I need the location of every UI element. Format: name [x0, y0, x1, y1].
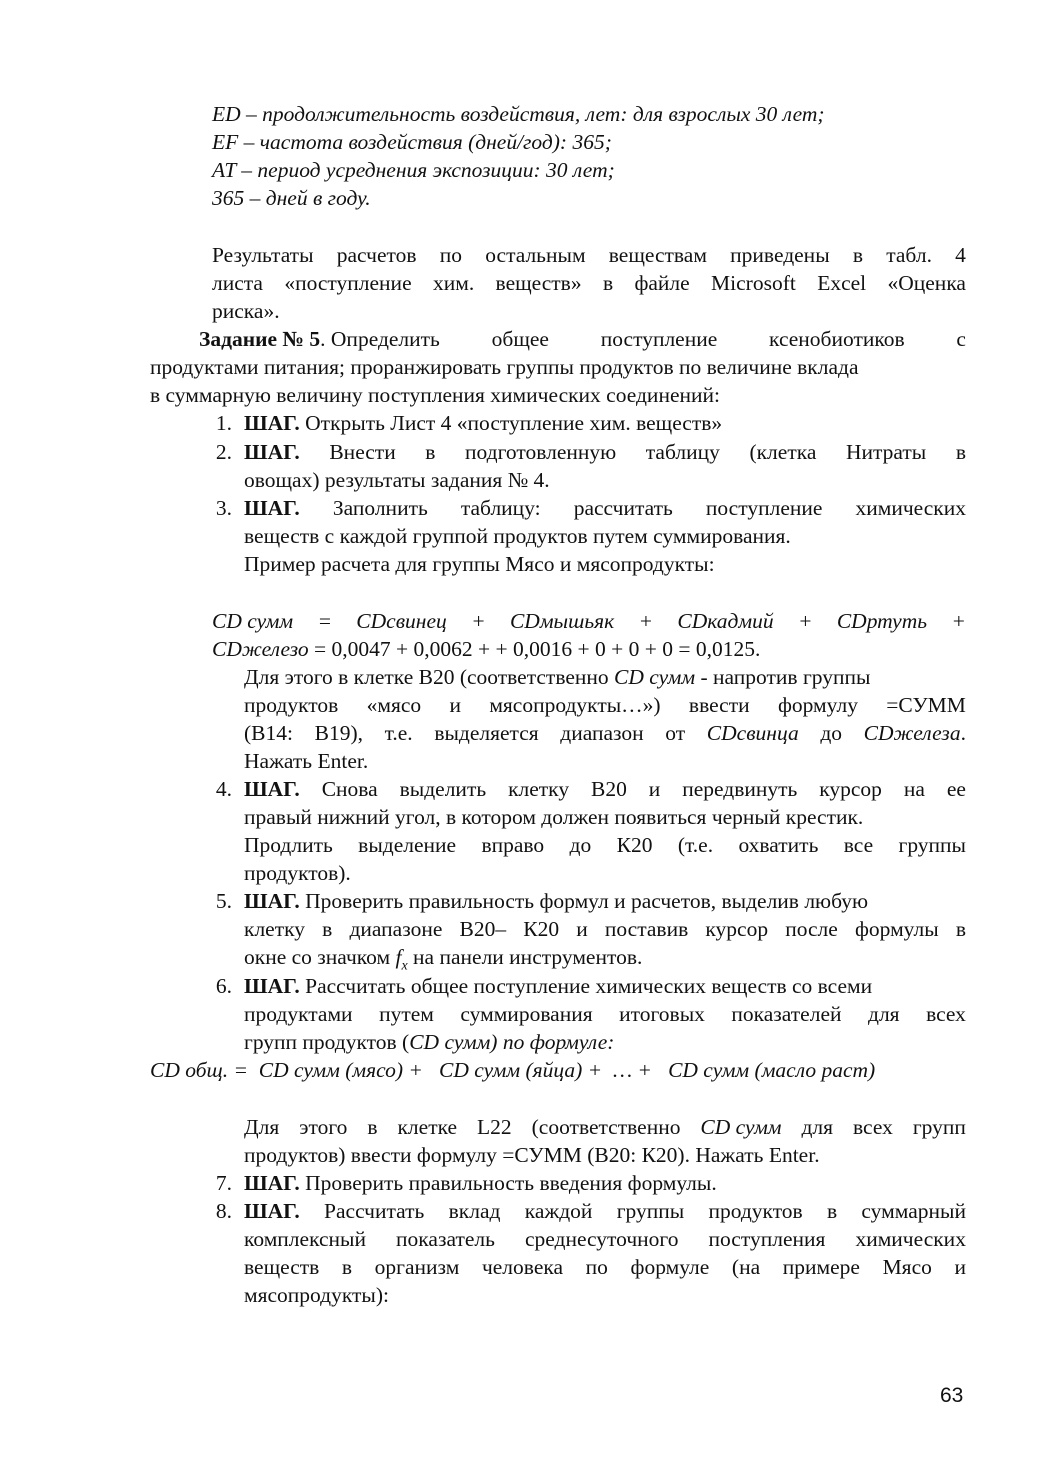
formula-cd-total: CD общ. = CD сумм (мясо) + CD сумм (яйца) + … + CD сумм (масло раст)	[150, 1058, 876, 1082]
step-3-line-3: Пример расчета для группы Мясо и мясопродукты:	[244, 552, 715, 576]
task-label: Задание № 5	[199, 327, 321, 351]
step-6-line-2: продуктами путем суммирования итоговых показателей для всех	[244, 1002, 966, 1026]
step-3-after-line-2: продуктов «мясо и мясопродукты…») ввести формулу =СУММ	[244, 693, 966, 717]
def-at: AT – период усреднения экспозиции: 30 лет;	[212, 158, 615, 182]
step-3-line-1: ШАГ. Заполнить таблицу: рассчитать поступление химических	[244, 496, 966, 520]
step-2-line-1: ШАГ. Внести в подготовленную таблицу (клетка Нитраты в	[244, 440, 966, 464]
results-line-3: риска».	[212, 299, 280, 323]
step-4-line-3: Продлить выделение вправо до К20 (т.е. охватить все группы	[244, 833, 966, 857]
step-8-number: 8.	[215, 1199, 232, 1223]
step-6-line-3: групп продуктов (CD сумм) по формуле:	[244, 1030, 615, 1054]
task-line-2: продуктами питания; проранжировать группы продуктов по величине вклада	[150, 355, 859, 379]
step-4-number: 4.	[215, 777, 232, 801]
step-6-after-line-2: продуктов) ввести формулу =СУММ (В20: К20). Нажать Enter.	[244, 1143, 820, 1167]
step-2-line-2: овощах) результаты задания № 4.	[244, 468, 550, 492]
step-3-after-line-4: Нажать Enter.	[244, 749, 369, 773]
def-days: 365 – дней в году.	[212, 186, 371, 210]
def-ed: ED – продолжительность воздействия, лет: для взрослых 30 лет;	[212, 102, 825, 126]
step-6-after-line-1: Для этого в клетке L22 (соответственно CD сумм для всех групп	[244, 1115, 966, 1139]
formula-cd-sum-line-1: CD сумм = CDсвинец + CDмышьяк + CDкадмий + CDртуть +	[212, 609, 966, 633]
step-6-number: 6.	[215, 974, 232, 998]
step-3-after-line-1: Для этого в клетке B20 (соответственно CD сумм - напротив группы	[244, 665, 871, 689]
step-4-line-2: правый нижний угол, в котором должен появиться черный крестик.	[244, 805, 864, 829]
step-7-number: 7.	[215, 1171, 232, 1195]
formula-cd-sum-line-2: CDжелезо = 0,0047 + 0,0062 + + 0,0016 + 0 + 0 + 0 = 0,0125.	[212, 637, 761, 661]
step-5-line-2: клетку в диапазоне В20– К20 и поставив курсор после формулы в	[244, 917, 966, 941]
fx-icon: f	[395, 945, 402, 969]
step-5-line-3: окне со значком $f_x$ на панели инструментов.	[244, 945, 643, 974]
step-5-line-1: ШАГ. Проверить правильность формул и расчетов, выделив любую	[244, 889, 869, 913]
step-5-number: 5.	[215, 889, 232, 913]
def-ef: EF – частота воздействия (дней/год): 365;	[212, 130, 612, 154]
step-8-line-3: веществ в организм человека по формуле (на примере Мясо и	[244, 1255, 966, 1279]
step-4-line-1: ШАГ. Снова выделить клетку В20 и передвинуть курсор на ее	[244, 777, 966, 801]
results-line-2: листа «поступление хим. веществ» в файле Microsoft Excel «Оценка	[212, 271, 966, 295]
step-6-line-1: ШАГ. Рассчитать общее поступление химических веществ со всеми	[244, 974, 873, 998]
page-number: 63	[940, 1384, 964, 1407]
step-8-line-4: мясопродукты):	[244, 1283, 389, 1307]
step-2-number: 2.	[215, 440, 232, 464]
step-1-text: ШАГ. Открыть Лист 4 «поступление хим. веществ»	[244, 411, 723, 435]
task-line-1: Задание № 5. Определить общее поступление ксенобиотиков с	[199, 327, 966, 351]
step-3-number: 3.	[215, 496, 232, 520]
step-7-text: ШАГ. Проверить правильность введения формулы.	[244, 1171, 717, 1195]
step-4-line-4: продуктов).	[244, 861, 351, 885]
results-line-1: Результаты расчетов по остальным веществам приведены в табл. 4	[212, 243, 966, 267]
step-3-line-2: веществ с каждой группой продуктов путем суммирования.	[244, 524, 791, 548]
step-8-line-1: ШАГ. Рассчитать вклад каждой группы продуктов в суммарный	[244, 1199, 966, 1223]
step-3-after-line-3: (В14: В19), т.е. выделяется диапазон от CDсвинца до CDжелеза.	[244, 721, 966, 745]
step-1-number: 1.	[215, 411, 232, 435]
task-line-3: в суммарную величину поступления химических соединений:	[150, 383, 720, 407]
step-8-line-2: комплексный показатель среднесуточного поступления химических	[244, 1227, 966, 1251]
